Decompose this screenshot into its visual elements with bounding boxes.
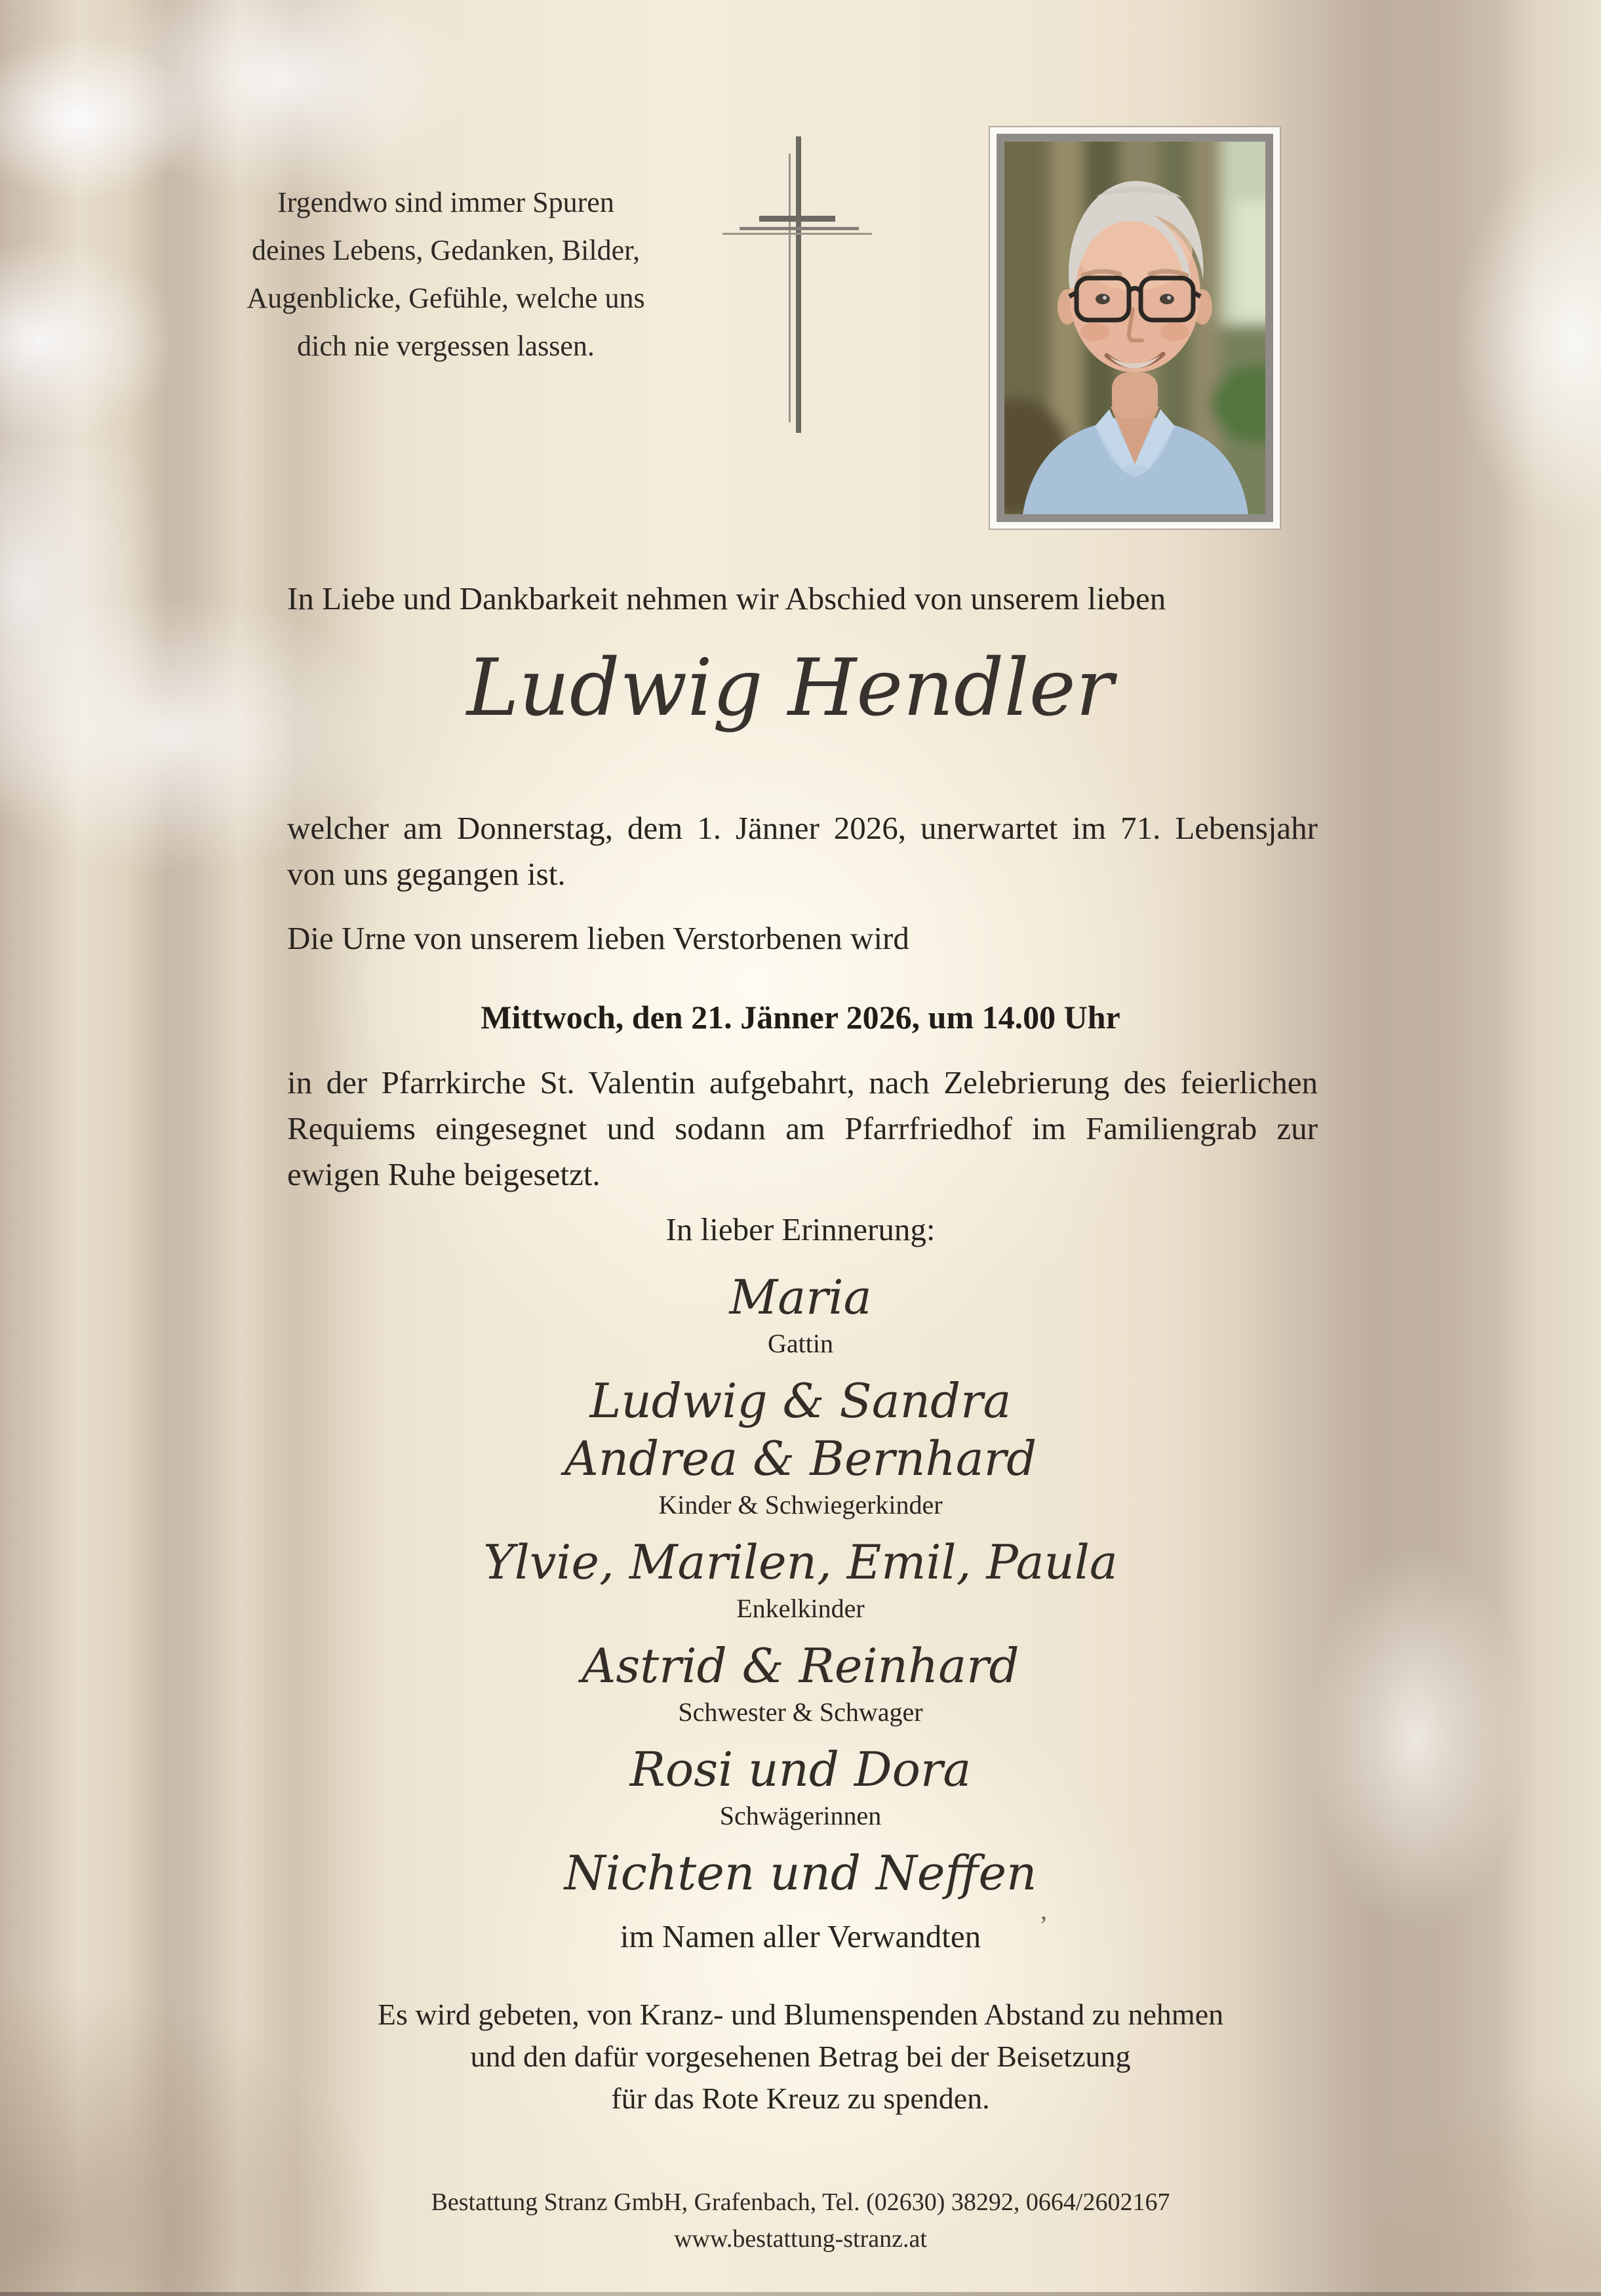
deceased-portrait-photo (997, 134, 1273, 522)
mourner-names-line: Maria (729, 1270, 872, 1325)
mourner-relation-label: Enkelkinder (736, 1594, 865, 1623)
cross-horizontal-line-3 (722, 233, 872, 235)
mourner-names-line: Rosi und Dora (629, 1742, 972, 1797)
funeral-home-footer (276, 2184, 1325, 2257)
mourner-names (276, 1844, 1325, 1902)
text-line: Irgendwo sind immer Spuren (277, 186, 614, 218)
mourner-names (276, 1741, 1325, 1798)
stray-mark: ’ (1039, 1910, 1048, 1940)
text-line: von uns gegangen ist. (287, 856, 566, 892)
mourner-names (276, 1637, 1325, 1695)
mourner-names-line: Nichten und Neffen (564, 1845, 1037, 1901)
mourner-relation-label: Schwester & Schwager (678, 1697, 923, 1727)
closing-line: im Namen aller Verwandten (620, 1918, 981, 1954)
mourner-group (276, 1533, 1325, 1625)
condolence-verse (134, 178, 757, 370)
text-line: für das Rote Kreuz zu spenden. (611, 2082, 990, 2115)
deceased-name: Ludwig Hendler (466, 643, 1114, 734)
donation-note (276, 1994, 1325, 2120)
mourner-list (276, 1268, 1325, 1902)
mourner-group (276, 1372, 1325, 1521)
text-line: in der Pfarrkirche St. Valentin aufgebahrt, nach Zelebrierung des feierlichen (287, 1064, 1318, 1100)
portrait-illustration (1004, 142, 1265, 514)
mourner-names-line: Astrid & Reinhard (582, 1638, 1019, 1693)
mourner-names (276, 1268, 1325, 1326)
cross-vertical-bar (796, 136, 801, 433)
remembrance-section (276, 1207, 1325, 1960)
deceased-photo-frame (989, 126, 1281, 530)
text-line: Es wird gebeten, von Kranz- und Blumenspenden Abstand zu nehmen (377, 1998, 1224, 2031)
mourner-names (276, 1372, 1325, 1487)
cross-shadow-line (789, 153, 791, 422)
funeral-home-contact-line: Bestattung Stranz GmbH, Grafenbach, Tel. (02630) 38292, 0664/2602167 (431, 2188, 1170, 2216)
mourner-relation-label: Schwägerinnen (719, 1801, 882, 1830)
death-notice-paragraph (287, 805, 1318, 897)
text-line: welcher am Donnerstag, dem 1. Jänner 2026, unerwartet im 71. Lebensjahr (287, 810, 1318, 846)
mourner-group (276, 1637, 1325, 1729)
mourner-group (276, 1844, 1325, 1902)
cross-icon (721, 136, 879, 438)
mourner-relation-label: Kinder & Schwiegerkinder (658, 1490, 943, 1520)
text-line: dich nie vergessen lassen. (297, 330, 595, 362)
mourner-group (276, 1741, 1325, 1832)
text-line: deines Lebens, Gedanken, Bilder, (251, 234, 641, 266)
urn-line: Die Urne von unserem lieben Verstorbenen wird (287, 920, 909, 956)
ceremony-details-paragraph (287, 1060, 1318, 1198)
text-line: und den dafür vorgesehenen Betrag bei der Beisetzung (470, 2040, 1131, 2073)
text-line: ewigen Ruhe beigesetzt. (287, 1156, 601, 1192)
mourner-group (276, 1268, 1325, 1360)
text-line: Requiems eingesegnet und sodann am Pfarrfriedhof im Familiengrab zur (287, 1110, 1318, 1146)
farewell-intro-line: In Liebe und Dankbarkeit nehmen wir Abschied von unserem lieben (287, 580, 1166, 616)
funeral-home-website: www.bestattung-stranz.at (674, 2225, 927, 2253)
mourner-relation-label: Gattin (768, 1329, 833, 1358)
remembrance-heading: In lieber Erinnerung: (665, 1211, 936, 1247)
mourner-names-line: Ylvie, Marilen, Emil, Paula (483, 1535, 1118, 1590)
text-line: Augenblicke, Gefühle, welche uns (247, 282, 645, 314)
mourner-names-line: Ludwig & Sandra (589, 1373, 1012, 1428)
cross-horizontal-bar (759, 216, 835, 222)
cross-horizontal-line-2 (740, 227, 859, 230)
mourner-names (276, 1533, 1325, 1591)
ceremony-datetime: Mittwoch, den 21. Jänner 2026, um 14.00 Uhr (481, 999, 1120, 1036)
mourner-names-line: Andrea & Bernhard (564, 1431, 1037, 1486)
